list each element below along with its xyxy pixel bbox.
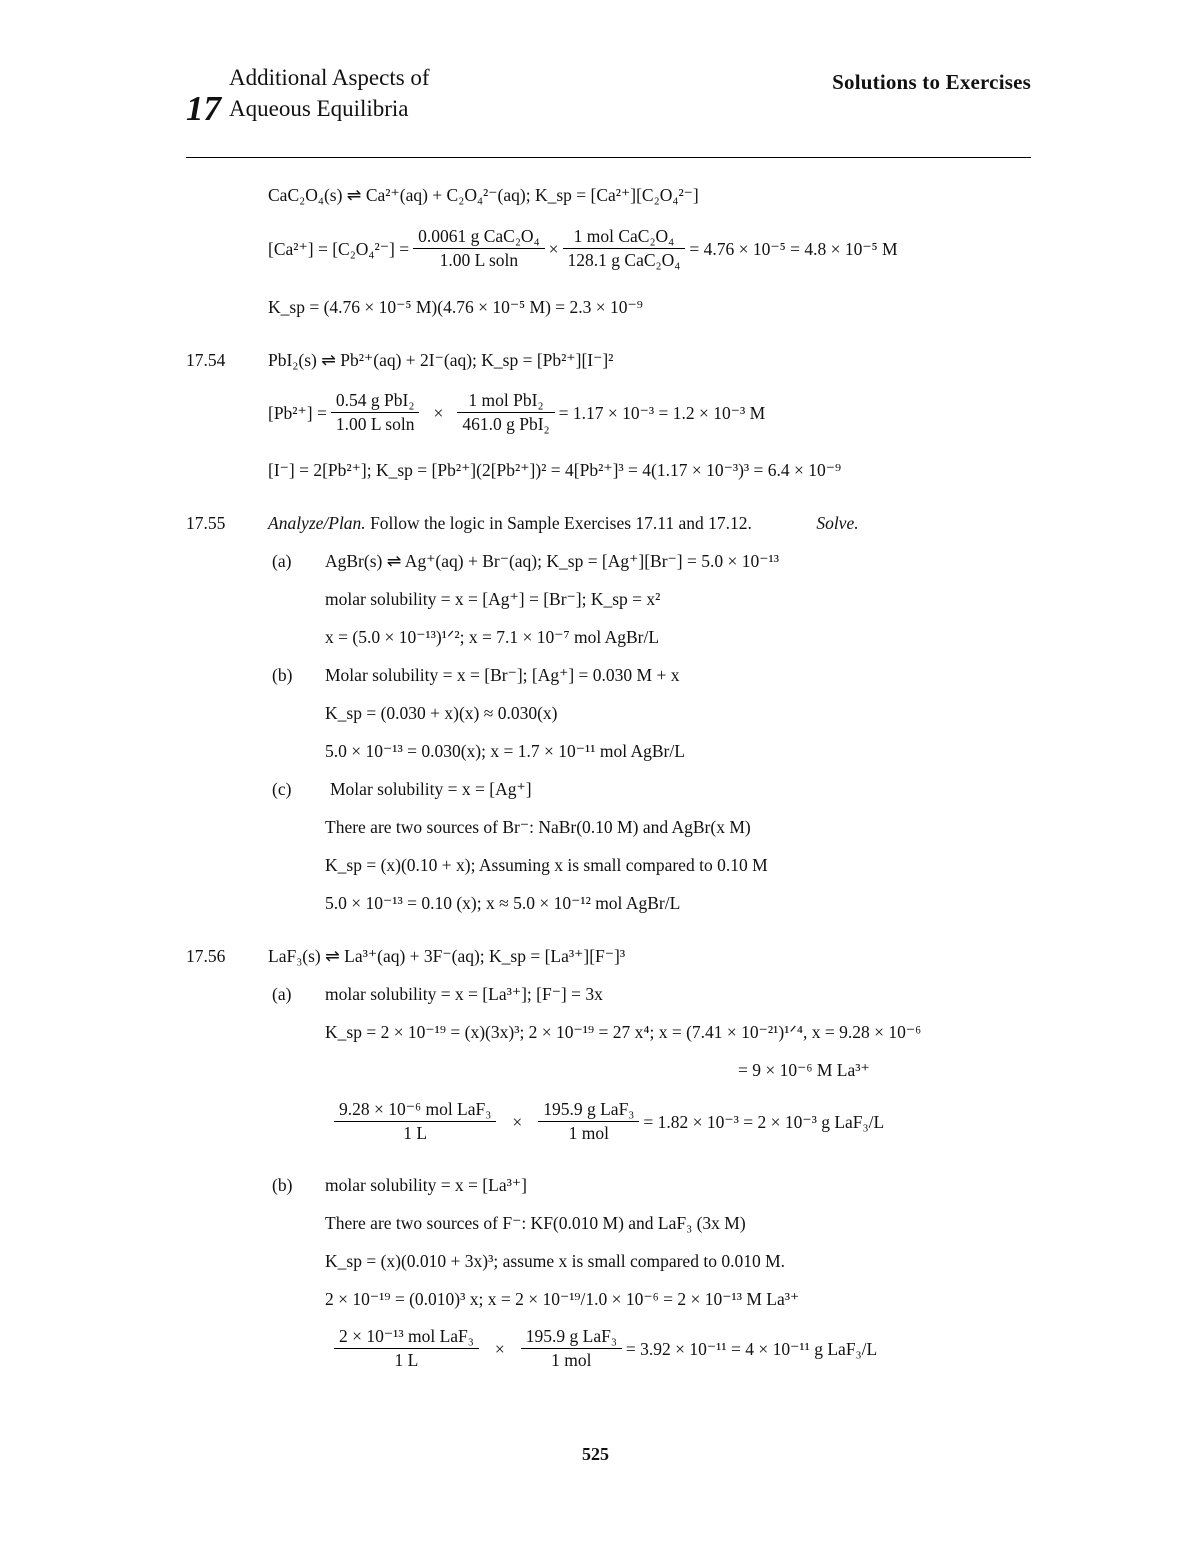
chapter-number: 17	[186, 89, 221, 129]
multiply-sign: ×	[433, 403, 444, 423]
eq-laf3-b-ksp: K_sp = (x)(0.010 + 3x)³; assume x is small compared to 0.010 M.	[325, 1251, 785, 1271]
eq-agbr-c-molar-solubility: Molar solubility = x = [Ag⁺]	[330, 779, 532, 799]
fraction-numerator: 0.0061 g CaC₂O₄	[413, 226, 545, 249]
eq-agbr-c-ksp: K_sp = (x)(0.10 + x); Assuming x is small compared to 0.10 M	[325, 855, 768, 875]
fraction-numerator: 195.9 g LaF₃	[538, 1099, 639, 1122]
eq-pbi2-conc-result: = 1.17 × 10⁻³ = 1.2 × 10⁻³ M	[558, 403, 766, 423]
fraction-moles-volume	[334, 1099, 496, 1144]
fraction-molar-mass	[538, 1099, 639, 1144]
eq-laf3-a-ksp-solve: K_sp = 2 × 10⁻¹⁹ = (x)(3x)³; 2 × 10⁻¹⁹ = 27 x⁴; x = (7.41 × 10⁻²¹)¹ᐟ⁴, x = 9.28 × 10⁻⁶	[325, 1022, 922, 1042]
part-label-b-1756: (b)	[272, 1175, 293, 1195]
fraction-mass-volume	[413, 226, 545, 271]
eq-agbr-molar-solubility: molar solubility = x = [Ag⁺] = [Br⁻]; K_sp = x²	[325, 589, 661, 609]
fraction-molar-mass	[563, 226, 686, 271]
eq-laf3-a-conversion-result: = 1.82 × 10⁻³ = 2 × 10⁻³ g LaF₃/L	[643, 1112, 885, 1132]
fraction-denominator: 1 L	[394, 1350, 419, 1370]
eq-cac2o4-ksp: CaC₂O₄(s) ⇌ Ca²⁺(aq) + C₂O₄²⁻(aq); K_sp = [Ca²⁺][C₂O₄²⁻]	[268, 185, 699, 205]
eq-cac2o4-ksp-value: K_sp = (4.76 × 10⁻⁵ M)(4.76 × 10⁻⁵ M) = 2.3 × 10⁻⁹	[268, 297, 643, 317]
eq-pbi2-ksp: PbI₂(s) ⇌ Pb²⁺(aq) + 2I⁻(aq); K_sp = [Pb²⁺][I⁻]²	[268, 350, 614, 370]
eq-cac2o4-conc-lhs: [Ca²⁺] = [C₂O₄²⁻] =	[268, 239, 410, 259]
fraction-numerator: 2 × 10⁻¹³ mol LaF₃	[334, 1326, 479, 1349]
fraction-numerator: 1 mol CaC₂O₄	[563, 226, 686, 249]
header-right-title: Solutions to Exercises	[832, 70, 1031, 94]
fraction-denominator: 461.0 g PbI₂	[462, 414, 550, 434]
analyze-plan-label: Analyze/Plan.	[268, 513, 366, 533]
part-label-a-1756: (a)	[272, 984, 292, 1004]
eq-pbi2-conc	[268, 391, 765, 436]
fraction-denominator: 1 mol	[568, 1123, 609, 1143]
chapter-title-line2: Aqueous Equilibria	[229, 96, 409, 122]
eq-laf3-b-x-solution: 2 × 10⁻¹⁹ = (0.010)³ x; x = 2 × 10⁻¹⁹/1.0 × 10⁻⁶ = 2 × 10⁻¹³ M La³⁺	[325, 1289, 800, 1309]
fraction-denominator: 1 L	[403, 1123, 428, 1143]
eq-agbr-x-solution: x = (5.0 × 10⁻¹³)¹ᐟ²; x = 7.1 × 10⁻⁷ mol AgBr/L	[325, 627, 660, 647]
fraction-numerator: 1 mol PbI₂	[457, 390, 554, 413]
header-rule	[186, 157, 1031, 158]
eq-laf3-b-unit-conversion	[330, 1327, 877, 1372]
solve-label: Solve.	[816, 513, 859, 533]
text-laf3-b-sources: There are two sources of F⁻: KF(0.010 M) and LaF₃ (3x M)	[325, 1213, 746, 1233]
eq-agbr-b-x-solution: 5.0 × 10⁻¹³ = 0.030(x); x = 1.7 × 10⁻¹¹ mol AgBr/L	[325, 741, 685, 761]
eq-pbi2-iodide: [I⁻] = 2[Pb²⁺]; K_sp = [Pb²⁺](2[Pb²⁺])² = 4[Pb²⁺]³ = 4(1.17 × 10⁻³)³ = 6.4 × 10⁻⁹	[268, 460, 842, 480]
page-number: 525	[582, 1444, 609, 1464]
eq-agbr-ksp: AgBr(s) ⇌ Ag⁺(aq) + Br⁻(aq); K_sp = [Ag⁺][Br⁻] = 5.0 × 10⁻¹³	[325, 551, 779, 571]
eq-cac2o4-conc-result: = 4.76 × 10⁻⁵ = 4.8 × 10⁻⁵ M	[689, 239, 898, 259]
fraction-denominator: 128.1 g CaC₂O₄	[567, 250, 681, 270]
fraction-denominator: 1 mol	[551, 1350, 592, 1370]
chapter-title	[229, 62, 430, 124]
chapter-title-line1: Additional Aspects of	[229, 65, 430, 90]
eq-laf3-a-result: = 9 × 10⁻⁶ M La³⁺	[738, 1060, 870, 1080]
eq-agbr-b-molar-solubility: Molar solubility = x = [Br⁻]; [Ag⁺] = 0.030 M + x	[325, 665, 680, 685]
exercise-number-17-55: 17.55	[186, 513, 226, 533]
part-label-c-1755: (c)	[272, 779, 292, 799]
eq-laf3-ksp: LaF₃(s) ⇌ La³⁺(aq) + 3F⁻(aq); K_sp = [La³⁺][F⁻]³	[268, 946, 626, 966]
page-header	[186, 62, 1031, 129]
fraction-molar-mass	[521, 1326, 622, 1371]
part-label-a-1755: (a)	[272, 551, 292, 571]
exercise-number-17-54: 17.54	[186, 350, 226, 370]
part-label-b-1755: (b)	[272, 665, 293, 685]
fraction-numerator: 9.28 × 10⁻⁶ mol LaF₃	[334, 1099, 496, 1122]
fraction-moles-volume	[334, 1326, 479, 1371]
eq-pbi2-conc-lhs: [Pb²⁺] =	[268, 403, 327, 423]
fraction-denominator: 1.00 L soln	[439, 250, 519, 270]
fraction-molar-mass	[457, 390, 554, 435]
multiply-sign: ×	[512, 1112, 523, 1132]
fraction-numerator: 195.9 g LaF₃	[521, 1326, 622, 1349]
multiply-sign: ×	[548, 239, 559, 259]
eq-laf3-b-molar-solubility: molar solubility = x = [La³⁺]	[325, 1175, 527, 1195]
fraction-numerator: 0.54 g PbI₂	[331, 390, 420, 413]
analyze-plan-text: Follow the logic in Sample Exercises 17.11 and 17.12.	[370, 513, 752, 533]
fraction-mass-volume	[331, 390, 420, 435]
eq-agbr-c-x-solution: 5.0 × 10⁻¹³ = 0.10 (x); x ≈ 5.0 × 10⁻¹² mol AgBr/L	[325, 893, 681, 913]
eq-agbr-b-ksp: K_sp = (0.030 + x)(x) ≈ 0.030(x)	[325, 703, 558, 723]
eq-cac2o4-conc	[268, 227, 898, 272]
text-agbr-c-sources: There are two sources of Br⁻: NaBr(0.10 M) and AgBr(x M)	[325, 817, 751, 837]
multiply-sign: ×	[494, 1339, 505, 1359]
fraction-denominator: 1.00 L soln	[335, 414, 415, 434]
eq-laf3-a-molar-solubility: molar solubility = x = [La³⁺]; [F⁻] = 3x	[325, 984, 603, 1004]
exercise-number-17-56: 17.56	[186, 946, 226, 966]
eq-laf3-a-unit-conversion	[330, 1100, 884, 1145]
eq-laf3-b-conversion-result: = 3.92 × 10⁻¹¹ = 4 × 10⁻¹¹ g LaF₃/L	[625, 1339, 878, 1359]
analyze-plan-line	[268, 513, 859, 533]
